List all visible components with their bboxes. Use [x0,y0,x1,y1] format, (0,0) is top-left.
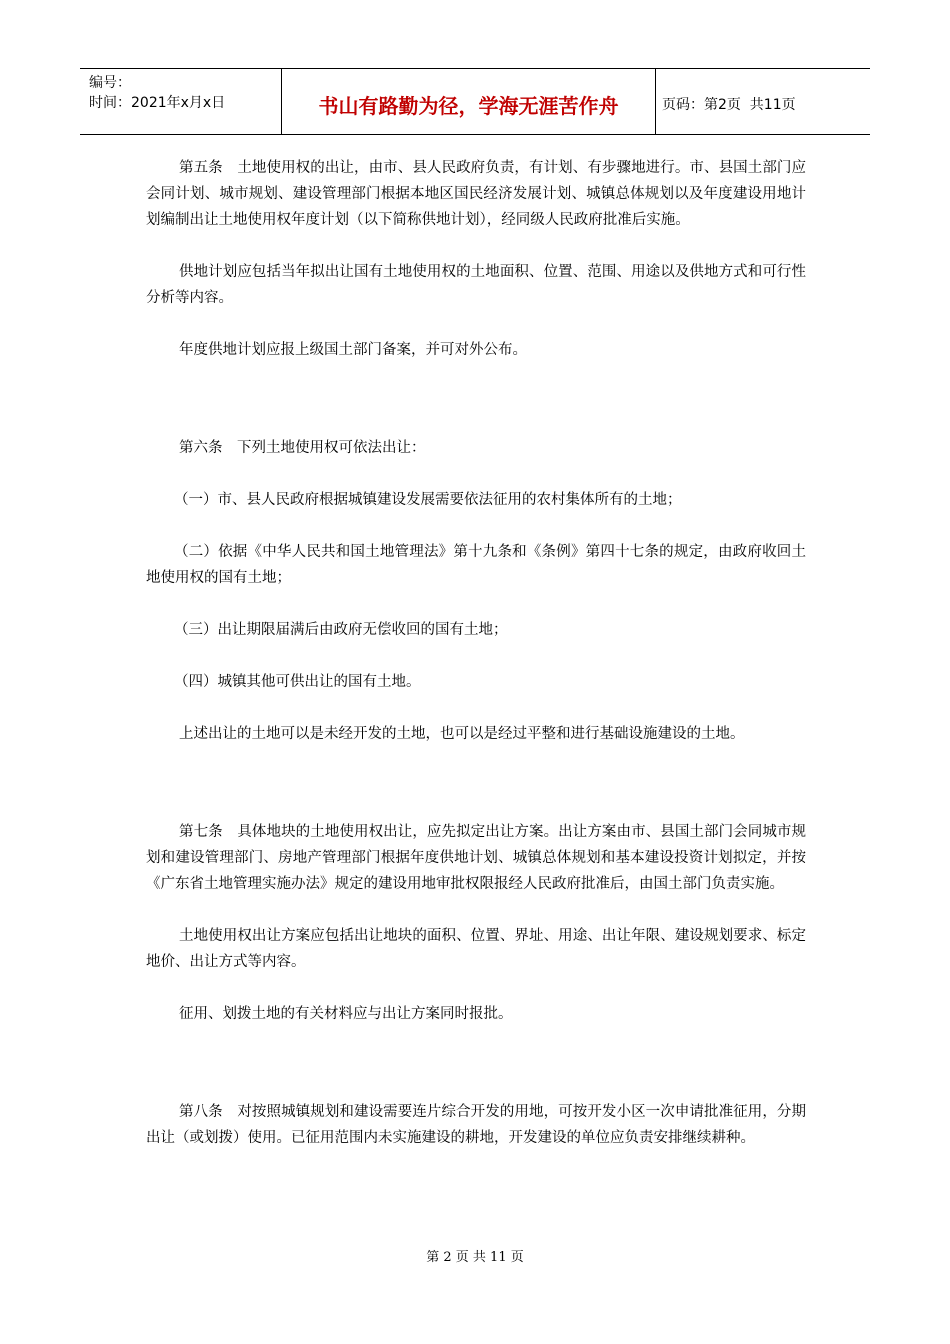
paragraph: 第六条 下列土地使用权可依法出让： [179,440,426,456]
header-motto: 书山有路勤为径，学海无涯苦作舟 [282,69,656,134]
paragraph: 第七条 具体地块的土地使用权出让，应先拟定出让方案。出让方案由市、县国土部门会同城市规划和建设管理部门、房地产管理部门根据年度供地计划、城镇总体规划和基本建设投资计划拟定，并按《广东省土地管理实施办法》规定的建设用地审批权限报经人民政府批准后，由国土部门负责实施。 [146,824,806,892]
paragraph: 征用、划拨土地的有关材料应与出让方案同时报批。 [179,1006,513,1022]
paragraph: （三）出让期限届满后由政府无偿收回的国有土地； [174,622,508,638]
paragraph: 土地使用权出让方案应包括出让地块的面积、位置、界址、用途、出让年限、建设规划要求、标定地价、出让方式等内容。 [146,928,806,970]
serial-label: 编号： [89,75,131,91]
header-meta [80,69,282,134]
page-header [80,68,870,135]
footer-page-number: 第 2 页 共 11 页 [426,1250,524,1265]
paragraph: 第八条 对按照城镇规划和建设需要连片综合开发的用地，可按开发小区一次申请批准征用，分期出让（或划拨）使用。已征用范围内未实施建设的耕地，开发建设的单位应负责安排继续耕种。 [146,1104,806,1146]
paragraph: （一）市、县人民政府根据城镇建设发展需要依法征用的农村集体所有的土地； [174,492,682,508]
paragraph: （二）依据《中华人民共和国土地管理法》第十九条和《条例》第四十七条的规定，由政府收回土地使用权的国有土地； [146,544,806,586]
page-footer [0,1246,950,1265]
paragraph: 第五条 土地使用权的出让，由市、县人民政府负责，有计划、有步骤地进行。市、县国土部门应会同计划、城市规划、建设管理部门根据本地区国民经济发展计划、城镇总体规划以及年度建设用地计划编制出让土地使用权年度计划（以下简称供地计划），经同级人民政府批准后实施。 [146,160,806,228]
paragraph: 年度供地计划应报上级国土部门备案，并可对外公布。 [179,342,527,358]
header-page-info [656,69,870,134]
paragraph: 上述出让的土地可以是未经开发的土地，也可以是经过平整和进行基础设施建设的土地。 [179,726,745,742]
date-label: 时间：2021年x月x日 [89,95,226,111]
paragraph: 供地计划应包括当年拟出让国有土地使用权的土地面积、位置、范围、用途以及供地方式和可行性分析等内容。 [146,264,806,306]
document-body [146,155,806,1151]
page-info-text: 页码：第2页 共11页 [662,96,796,113]
paragraph: （四）城镇其他可供出让的国有土地。 [174,674,421,690]
